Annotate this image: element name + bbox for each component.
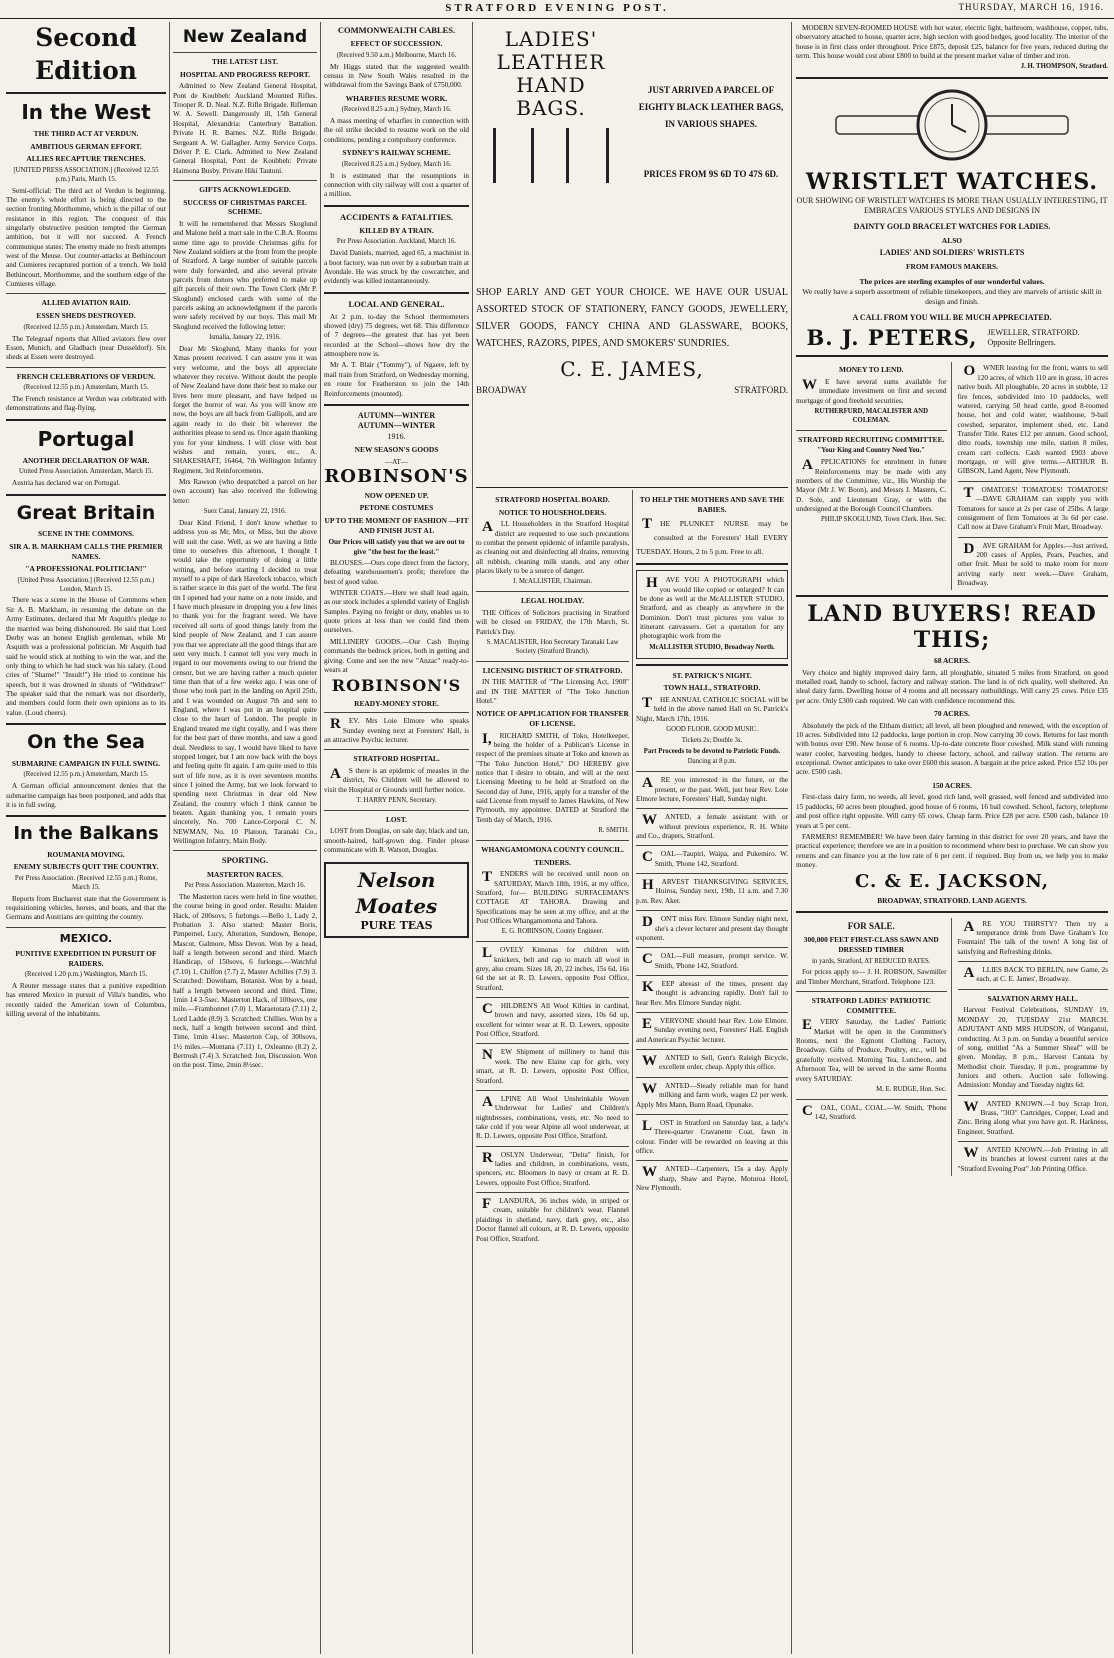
section-heading-accidents: ACCIDENTS & FATALITIES.: [339, 211, 454, 222]
headline: PUNITIVE EXPEDITION IN PURSUIT OF RAIDERS.: [15, 949, 157, 968]
headline: "A PROFESSIONAL POLITICIAN!": [25, 564, 147, 574]
headline: LOST.: [385, 814, 408, 824]
column-rule: [169, 22, 170, 1654]
masthead: [0, 0, 1114, 19]
article-body: The Masterton races were held in fine weather, the course being in good order. Results: Maiden Hack, of 200sovs, 5 furlongs.—Bello 1, Lady 2, Probation 3. Also started: Master Boris, Pimpernel, Lucy, Alteration, Sundown, Benope, Mascot, Galmore, Miss Devon. Won by a head, half a length between second and third. March Handicap, of 150sovs, 6 furlongs.—Watchful (7.10) 1, Chiffon (7.7) 2, Master Achilles (7.9) 3. Scratched: Downham, Botanist. Won by a head, half a length between second and third. Time, 1min 14 3-5sec. Masterton Hack, of 100sovs, one mile.—Frambonnet (7.0) 1, Maraetotara (7.11) 2, Lord Ladde (8.9) 3. Scratched: Chillies. Won by a neck, half a length between second and third. Time, 1min 41sec. Masterton Cup, of 300sovs, 1½ miles.—Montana (7.11) 1, Oxleanno (8.2) 2, Bertrosh (7.4) 3. Scratched: Jon, Discussion. Won on the post. Time, 2min 8½sec.: [173, 892, 317, 1070]
nelson-moates-logo: Nelson Moates PURE TEAS: [324, 862, 469, 938]
signature: McALLISTER STUDIO, Broadway North.: [649, 643, 775, 651]
headline: FOR SALE.: [847, 920, 895, 931]
ad-body: First-class dairy farm, no weeds, all level, good rich land, well grassed, well fenced and subdivided into 15 paddocks, 60 acres been ploughed, good house of 6 rooms, 16 bail cowshed. School, factory, telephone and post office right opposite. Will carry 65 cows. Cheap farm. Price £28 per acre. £500 cash, balance 10 years at 5 per cent.: [796, 793, 1108, 830]
classified: WANTED—Carpenters, 15s a day. Apply sharp, Shaw and Payne, Moturoa Hotel, New Plymouth.: [636, 1164, 788, 1193]
ad-line: The prices are sterling examples of our wonderful values.: [859, 277, 1045, 287]
headline: HOSPITAL AND PROGRESS REPORT.: [179, 69, 311, 79]
section-heading-britain: Great Britain: [16, 501, 156, 524]
headline: MASTERTON RACES.: [207, 869, 283, 879]
article-body: Reports from Bucharest state that the Government is requisitioning vehicles, horses, and boats, and that the Germans and Austrians are quitting the country.: [6, 894, 166, 922]
ad-line: in yards, Stratford, AT REDUCED RATES.: [812, 957, 931, 965]
headline: SUBMARINE CAMPAIGN IN FULL SWING.: [11, 758, 161, 768]
classified: HARVEST THANKSGIVING SERVICES, Huiroa, Sunday next, 19th, 11 a.m. and 7.30 p.m. Rev. Aker.: [636, 877, 788, 905]
headline: SIR A. B. MARKHAM CALLS THE PREMIER NAMES.: [9, 541, 163, 561]
article-body: It will be remembered that Messrs Skoglund and Malone held a mart sale in the C.B.A. Rooms some time ago to provide Christmas gifts for New Zealand soldiers at the front from the people of Stratford. A large number of suitable parcels were duly forwarded, and also several private parcels from donors who preferred to make up gift parcels of their own. The Town Clerk (Mr P. Skoglund) enclosed cards with some of the parcels asking an acknowledgment if the parcels were safely received by our boys. This mail Mr Skoglund received the following letter:: [173, 219, 317, 331]
headline: SCENE IN THE COMMONS.: [38, 529, 134, 539]
article-body: Mr A. T. Blair ("Tommy"), of Ngaere, left by mail train from Stratford, on Wednesday morning, en route for Featherston to join the 14th Reinforcements (mounted).: [324, 361, 469, 398]
ad-line: BROADWAY, STRATFORD. LAND AGENTS.: [877, 896, 1027, 906]
classified: LOST in Stratford on Saturday last, a lady's Three-quarter Cravanette Coat, fawn in colour. Finder will be rewarded on leaving at this office.: [636, 1117, 788, 1155]
ad-robinsons: ROBINSON'S: [324, 466, 469, 488]
ad-line: We really have a superb assortment of reliable timekeepers, and they are marvels of artistic skill in design and finish.: [802, 287, 1102, 307]
column-rule: [791, 22, 792, 1654]
classified: KEEP abreast of the times, present day thought is advancing rapidly. Don't fail to hear Rev. Mrs Elmore Sunday night.: [636, 978, 788, 1007]
signature: RUTHERFURD, MACALISTER AND COLEMAN.: [814, 408, 928, 425]
ad-body: FARMERS! REMEMBER! We have been dairy farming in this district for over 20 years, and have the practical experience; therefore we are in a position to recommend where best to purchase. We can show you returns and can finance you at the low rate of 6 per cent. if required. Buy from us, we help you to make money.: [796, 832, 1108, 869]
article-body: At 2 p.m. to-day the School thermometers showed (dry) 75 degrees, wet 68. This difference of 7 degrees—the greatest that has yet been recorded at the School—shows how dry the atmosphere now is.: [324, 312, 469, 359]
headline: SUCCESS OF CHRISTMAS PARCEL SCHEME.: [183, 197, 307, 217]
dateline: (Received 12.55 p.m.) Amsterdam, March 15.: [23, 384, 149, 392]
ad-body: MILLINERY GOODS.—Our Cash Buying commands the bedrock prices, both in getting and giving. Come and see the new "Anzac" ready-to-wears at: [324, 637, 469, 674]
headline: THE THIRD ACT AT VERDUN.: [33, 129, 139, 138]
classified: EVERYONE should hear Rev. Loie Elmore. Sunday evening next, Foresters' Hall. English and American Psychic lecturer.: [636, 1016, 788, 1044]
article-body: A mass meeting of wharfies in connection with the oil strike decided to resume work on the old conditions, pending a compulsory conference.: [324, 117, 469, 144]
headline: KILLED BY A TRAIN.: [359, 225, 434, 235]
notice-body: I,RICHARD SMITH, of Toko, Hotelkeeper, being the holder of a Publican's License in respect of the premises situate at Toko and known as "The Toko Junction Hotel," DO HEREBY give notice that I desire to obtain, and will at the next Licensing Meeting to be held at Stratford on the Second day of June, 1916, apply for a transfer of the said License from myself to James Hawkins, of New Plymouth, my appointee. DATED at Stratford the Tenth day of March, 1916.: [476, 730, 629, 824]
headline: ST. PATRICK'S NIGHT.: [672, 670, 752, 680]
classified: ARE YOU THIRSTY? Then try a temperance drink from Dave Graham's Ice Fountain! The talk of the town! A long list of satisfying and Refreshing drinks.: [957, 918, 1108, 956]
headline: ENEMY SUBJECTS QUIT THE COUNTRY.: [13, 862, 159, 872]
ad-line: LEATHER: [496, 50, 606, 74]
ad-line: HAND: [516, 73, 586, 97]
classified: ARE you interested in the future, or the present, or the past. Well, just hear Rev. Loie Elmore lecture, Foresters' Hall, Sunday night.: [636, 775, 788, 803]
headline: ROUMANIA MOVING.: [47, 849, 125, 859]
article-body: Austria has declared war on Portugal.: [12, 479, 121, 488]
classified: DON'T miss Rev. Elmore Sunday night next, she's a clever lecturer and present day thought exponent.: [636, 914, 788, 942]
section-heading-portugal: Portugal: [37, 426, 135, 451]
classified: WANTED KNOWN.—I buy Scrap Iron, Brass, "303" Cartridges, Copper, Lead and Zinc. Bring along what you have got. R. Harkness, Engineer, Stratford.: [957, 1098, 1108, 1136]
ad-line: LADIES': [504, 27, 598, 51]
classified: DAVE GRAHAM for Apples.—Just arrived, 200 cases of Apples, Pears, Peaches, and other fruit. Must be sold to make room for more arriving early next week.—Dave Graham, Broadway.: [957, 540, 1108, 588]
dateline: [UNITED PRESS ASSOCIATION.] (Received 12.55 p.m.) Paris, March 15.: [13, 166, 159, 183]
ad-line: A CALL FROM YOU WILL BE MUCH APPRECIATED.: [852, 312, 1052, 322]
classified: WANTED—Steady reliable man for hand milking and farm work, wages £2 per week. Apply Mrs Mann, Bunn Road, Opunake.: [636, 1080, 788, 1109]
headline: THE LATEST LIST.: [212, 57, 278, 67]
notice-body: THE Offices of Solicitors practising in Stratford will be closed on FRIDAY, the 17th March, St. Patrick's Day.: [476, 608, 629, 636]
signature: E. G. ROBINSON, County Engineer.: [501, 928, 604, 936]
section-heading-west: In the West: [21, 100, 151, 124]
classified: COAL—Full measure, prompt service. W. Smith, 'Phone 142, Stratford.: [642, 951, 788, 970]
dateline: Ismalia, January 22, 1916.: [209, 334, 281, 342]
column-new-zealand: [173, 22, 317, 1652]
classified: ALLIES BACK TO BERLIN, new Game, 2s each, at C. E. James', Broadway.: [963, 965, 1108, 984]
classified: LOST from Douglas, on sale day, black and tan, smooth-haired, half-grown dog. Finder please communicate with R. Watson, Douglas.: [324, 827, 469, 855]
classified: HAVE YOU A PHOTOGRAPH which you would like copied or enlarged? It can be done as well at the McALLISTER STUDIO, Stratford, and as cheaply as anywhere in the Dominion. Don't trust pictures you value to itinerant canvassers. Get a quotation for any photographic work from the: [640, 575, 784, 641]
ad-body: SHOP EARLY AND GET YOUR CHOICE. WE HAVE OUR USUAL ASSORTED STOCK OF STATIONERY, FANCY GOODS, JEWELLERY, SILVER GOODS, FANCY CHINA AND GLASSWARE, BOOKS, WATCHES, RAZORS, PIPES, AND SMOKERS' SUNDRIES.: [476, 287, 788, 349]
headline: ANOTHER DECLARATION OF WAR.: [22, 455, 150, 465]
ad-line: STRATFORD.: [734, 385, 788, 395]
notice-body: WE have several sums available for immediate investment on first and second mortgage of good freehold securities.: [796, 377, 947, 405]
classified: WANTED KNOWN.—Job Printing in all its branches at lowest current rates at the "Stratford Evening Post" Job Printing Office.: [957, 1145, 1108, 1173]
ad-line: ALSO: [941, 235, 963, 245]
notice-body: TENDERS will be received until noon on SATURDAY, March 18th, 1916, at my office, Stratford, for— BUILDING SURFACEMAN'S COTTAGE AT TAHORA. Drawing and Specifications may be seen at my office, and at the Post Offices Whangamomona and Tahora.: [476, 869, 629, 926]
notice-body: AS there is an epidemic of measles in the district, No Children will be allowed to visit the Hospital or Grounds until further notice.: [324, 765, 469, 794]
classified: NEW Shipment of millinery to hand this week. The new Elaine cap for girls, very smart, at R. D. Lewers, opposite Post Office, Stratford.: [476, 1047, 629, 1085]
classified: WANTED, a female assistant with or without previous experience, R. H. White and Co., drapers, Stratford.: [636, 812, 788, 840]
dateline: United Press Association. Amsterdam, March 15.: [18, 468, 154, 476]
newspaper-title: STRATFORD EVENING POST.: [445, 2, 669, 14]
article-body: A German official announcement denies that the submarine campaign has been postponed, and adds that it is in full swing.: [6, 782, 166, 809]
article-body: Semi-official: The third act of Verdun is beginning. The enemy's whole effort is being directed to the section fronting Morthomme, which is the pillar of our resistance in this region. The conquest of this singularly obstructive position tempted the German ambition, but it will not succeed. A French communique states: The enemy made no fresh attempts west of the Meuse. Our counter-attacks at Bethincourt and Cumieres recaptured portion of a trench. We hold Bethincourt, Morthomme, and the southern edge of the Cumieres village.: [6, 186, 166, 289]
classified: FLANDURA, 36 inches wide, in striped or cream, suitable for children's wear. Flannel plaidings in shetland, navy, dark grey, etc., also Doctor flannel all colours, at R. D. Lewers, opposite Post Office, Stratford.: [476, 1196, 629, 1243]
notice-body: Harvest Festival Celebrations, SUNDAY 19, MONDAY 20, TUESDAY 21st MARCH. ADJUTANT AND MRS HUDSON, of Wanganui, conducting. At 3 p.m. on Sunday a beautiful service of song, entitled "As a Summer Sheaf" will be given. Monday, 8 p.m., Harvest Cantata by Methodist choir. Tuesday, 8 p.m., programme by Juniors and others. Auction sale following. Admission: Monday and Tuesday nights 6d.: [957, 1006, 1108, 1090]
ad-line: Tickets 2s; Double 3s.: [681, 736, 743, 744]
notice-body: ALL Householders in the Stratford Hospital district are requested to use such precautions to combat the present epidemic of infantile paralysis, as cleaning out and disinfecting all drains, removing all rubbish, cleaning milk stands, and any other places likely to be a source of danger.: [476, 519, 629, 576]
headline: STRATFORD RECRUITING COMMITTEE.: [798, 434, 945, 444]
headline: MONEY TO LEND.: [838, 365, 904, 375]
headline: 68 ACRES.: [934, 655, 970, 665]
wristwatch-illustration: [796, 84, 1108, 166]
dateline: (Received 1.20 p.m.) Washington, March 15.: [24, 971, 148, 979]
ad-line: READY-MONEY STORE.: [354, 698, 439, 708]
notice-body: APPLICATIONS for enrolment in future Reinforcements may be made with any members of the Committee, viz., His Worship the Mayor (Mr J. W. Boon), and Messrs J. Masters, C. D. Sole, and Lieutenant Gray, or with the undersigned at the Borough Council Chambers.: [796, 457, 947, 514]
ad-leather-bags: [476, 22, 788, 487]
dateline: (Received 12.55 p.m.) Amsterdam, March 15.: [23, 771, 149, 779]
ad-wristlet-watches: WRISTLET WATCHES.: [805, 169, 1099, 196]
headline: ALLIED AVIATION RAID.: [41, 298, 131, 308]
ad-land-buyers: LAND BUYERS! READ THIS;: [807, 601, 1097, 653]
headline: ESSEN SHEDS DESTROYED.: [36, 311, 136, 321]
dateline: (Received 9.50 a.m.) Melbourne, March 16.: [336, 51, 457, 59]
classified: TOMATOES! TOMATOES! TOMATOES!—DAVE GRAHAM can supply you with Tomatoes for sauce at 2s per case of 25lbs. A large consignment of firm Tomatoes at 3s 6d per case. Call now at Dave Graham's Fruit Mart, Broadway.: [957, 484, 1108, 532]
headline: NOTICE TO HOUSEHOLDERS.: [498, 507, 607, 517]
dateline: Per Press Association. (Received 12.55 p.m.) Rome, March 15.: [14, 875, 158, 891]
headline: TENDERS.: [534, 857, 571, 867]
ad-line: NOW OPENED UP.: [364, 490, 429, 500]
classified: COAL—Taupiri, Waipa, and Pukemiro. W. Smith, 'Phone 142, Stratford.: [642, 849, 788, 868]
signature: J. H. THOMPSON, Stratford.: [1020, 63, 1108, 71]
ad-line: JEWELLER, STRATFORD. Opposite Bellringers.: [987, 328, 1080, 348]
column-notices: [476, 492, 629, 1652]
ad-line: Dancing at 8 p.m.: [687, 758, 737, 766]
ad-line: "Your King and Country Need You.": [817, 447, 926, 455]
ad-line: Part Proceeds to be devoted to Patriotic Funds.: [643, 747, 781, 755]
dateline: [United Press Association.] (Received 12.55 p.m.) London, March 15.: [17, 576, 155, 593]
column-ads-right: [796, 22, 1108, 1652]
article-body: Dear Kind Friend, I don't know whether to address you as Mr, Mrs, or Miss, but the above will suit the case. Well, as we are having a little time to ourselves this afternoon, I thought I would take the opportunity of doing a little writing, and before starting I decided to treat myself to a pipe of dark Havelock tobacco, which is rather scarce in this part of the world. The first tin I opened had your name on a note inside, and I have much pleasure in dropping you a few lines to thank you for the fragrant weed. We have received all sorts of good things lately from the kind people of New Zealand, and I can assure you that we appreciate all the good things that are sent very much. I cannot tell you very much in regard to our movements owing to our friend the censor, but we are having rather a much quieter time than that of a few weeks ago. I was one of those who took part in the landing on April 25th, and I was wounded on August 7th and sent to England, where I was put in an hospital quite close to the heart of London. The people in England treated me right royally, and I was there for the best part of three months, and saw a good deal. Needless to say, I would have liked to have stopped longer, but I am now back with the boys and feeling quite fit again. I am quite used to this sort of life now, as it is over seventeen months since I joined the Army, but we look forward to spending next Christmas in dear old New Zealand, the country which I think cannot be beaten. Again thanking you, I remain yours sincerely, No. 700 Lance-Corporal C. N. NEWMAN, No. 10 Platoon, Taranaki Co., Wellington Infantry, Main Body.: [173, 518, 317, 846]
headline: WHANGAMOMONA COUNTY COUNCIL.: [481, 844, 624, 854]
ad-line: GOOD FLOOR. GOOD MUSIC.: [666, 725, 758, 733]
article-body: Dear Mr Skoglund, Many thanks for your Xmas present received. I can assure you it was very welcome, and the boys all appreciate whatever they receive. Without doubt the people of New Zealand have done their best to make our lives here more pleasant, and have helped us forget the horror of war. As you will know ere now, the boys are all back from Gallipoli, and are again ready to do their bit wherever the authorities please to send us. Once again thanking you for your kindness. I will close with best wishes and remain, yours, etc., A. SHAKESHAFT, 16464, 7th Wellington Infantry Regiment, 3rd Reinforcements.: [173, 344, 317, 475]
ad-line: DAINTY GOLD BRACELET WATCHES FOR LADIES.: [853, 222, 1051, 232]
article-body: Admitted to New Zealand General Hospital, Pont de Koubbeh: Auckland Mounted Rifles. Trooper R. D. Neal. N.Z. Rifle Brigade. Rifleman W. A. Sewell. Dangerously ill, 15th General Hospital, Alexandria: Canterbury Battalion. Private H. R. Barnes. N.Z. Rifle Brigade. Sergeant A. W. Gallagher. Army Service Corps. Driver P. E. Clark. Admitted to New Zealand General Hospital, Pont de Koubbeh: Private Haimona Busby. Private Hiki Tautuni.: [173, 82, 317, 175]
article-body: The Telegraaf reports that Allied aviators flew over Essen, Munich, and Gladbach (near Dusseldorf). Six sheds at Essen were destroyed.: [6, 334, 166, 362]
headline: TOWN HALL, STRATFORD.: [663, 683, 761, 693]
classified: LOVELY Kimonas for children with knickers, belt and cap to match all wool in grey, also cream. Sizes 18, 20, 22 inches, 15s 6d, 16s 6d the set at R. D. Lewers, opposite Post Office, Stratford.: [476, 945, 629, 992]
signature: J. McALLISTER, Chairman.: [512, 578, 593, 586]
section-heading-sea: On the Sea: [27, 731, 145, 754]
dateline: (Received 8.25 a.m.) Sydney, March 16.: [341, 160, 452, 168]
headline: FRENCH CELEBRATIONS OF VERDUN.: [16, 371, 156, 381]
headline: TO HELP THE MOTHERS AND SAVE THE BABIES.: [639, 495, 785, 514]
section-heading-balkans: In the Balkans: [13, 823, 159, 845]
ad-body: WINTER COATS.—Here we shall lead again, as our stock includes a splendid variety of English Samples. Paying no freight or duty, enables us to quote prices at less than we could find them ourselves.: [324, 589, 469, 635]
signature: M. E. RUDGE, Hon. Sec.: [876, 1085, 947, 1093]
headline: EFFECT OF SUCCESSION.: [350, 39, 443, 49]
ad-line: FROM FAMOUS MAKERS.: [905, 261, 999, 271]
classified: REV. Mrs Loie Elmore who speaks Sunday evening next at Foresters' Hall, is an attractive Psychic lecturer.: [324, 716, 469, 744]
column-classifieds: [636, 492, 788, 1652]
classified: CHILDREN'S All Wool Kilties in cardinal, brown and navy, assorted sizes, 10s 6d up, excellent for winter wear at R. D. Lewers, opposite Post Office, Stratford.: [476, 1001, 629, 1039]
ad-line: PRICES FROM 9S 6D TO 47S 6D.: [643, 169, 779, 180]
dateline: (Received 12.55 p.m.) Amsterdam, March 15.: [23, 323, 149, 331]
ad-line: PETONE COSTUMES: [359, 503, 434, 513]
signature: S. MACALISTER, Hon Secretary Taranaki Law Society (Stratford Branch).: [486, 638, 619, 655]
headline: LEGAL HOLIDAY.: [520, 596, 585, 606]
ad-line: NEW SEASON'S GOODS: [354, 445, 439, 455]
article-body: David Daniels, married, aged 65, a machinist in a boot factory, was run over by a suburban train at Avondale. He was struck by the cowcatcher, and evidently was killed instantaneously.: [324, 249, 469, 286]
headline: WHARFIES RESUME WORK.: [345, 93, 448, 103]
classified: WANTED to Sell, Gent's Raleigh Bicycle, excellent order, cheap. Apply this office.: [642, 1053, 788, 1072]
ad-body: For prices apply to— J. H. ROBSON, Sawmiller and Timber Merchant, Stratford. Telephone 123.: [796, 968, 947, 986]
headline: GIFTS ACKNOWLEDGED.: [199, 184, 291, 194]
column-rule: [472, 22, 473, 1654]
headline: SYDNEY'S RAILWAY SCHEME.: [342, 148, 451, 158]
dateline: Per Press Association. Auckland, March 16.: [336, 238, 457, 246]
ad-line: Our Prices will satisfy you that we are out to give "the best for the least.": [328, 538, 465, 556]
edition-heading: Second Edition: [35, 23, 137, 85]
article-body: Mrs Rawson (who despatched a parcel on her own account) has also received the following letter:: [173, 477, 317, 505]
section-heading-new-zealand: New Zealand: [182, 27, 308, 47]
classified: COAL, COAL, COAL.—W. Smith, 'Phone 142, Stratford.: [802, 1102, 947, 1122]
headline: NOTICE OF APPLICATION FOR TRANSFER OF LICENSE.: [476, 709, 629, 728]
headline: 70 ACRES.: [934, 709, 970, 719]
column-rule: [632, 490, 633, 1654]
dateline: Suez Canal, January 22, 1916.: [203, 508, 287, 516]
headline: STRATFORD LADIES' PATRIOTIC COMMITTEE.: [811, 996, 931, 1015]
column-rule: [320, 22, 321, 1654]
ad-james: C. E. JAMES,: [560, 357, 704, 381]
column-cables: [324, 22, 469, 1652]
section-heading-mexico: MEXICO.: [59, 931, 113, 945]
signature: T. HARRY PENN, Secretary.: [356, 797, 437, 805]
ad-line: LADIES' AND SOLDIERS' WRISTLETS: [879, 248, 1025, 258]
issue-date: THURSDAY, MARCH 16, 1916.: [958, 2, 1104, 12]
ad-line: JUST ARRIVED A PARCEL OF EIGHTY BLACK LEATHER BAGS, IN VARIOUS SHAPES.: [638, 85, 784, 130]
ad-line: 300,000 FEET FIRST-CLASS SAWN AND DRESSED TIMBER: [803, 935, 939, 954]
ad-line: BAGS.: [516, 96, 586, 120]
ad-line: BROADWAY: [476, 385, 528, 395]
ad-line: 1916.: [387, 431, 406, 441]
article-body: A Reuter message states that a punitive expedition has entered Mexico in pursuit of Villa's bandits, who recently raided the American town of Columbus, killing several of the inhabitants.: [6, 982, 166, 1019]
headline: 150 ACRES.: [932, 780, 972, 790]
notice-body: THE ANNUAL CATHOLIC SOCIAL will be held in the above named Hall on St. Patrick's Night, March 17th, 1916.: [636, 694, 788, 723]
bag-illustration: [493, 128, 609, 183]
section-heading-local: LOCAL AND GENERAL.: [348, 298, 445, 309]
classified: MODERN SEVEN-ROOMED HOUSE with hot water, electric light, bathroom, washhouse, copper, tubs, observatory attached to house, quarter acre, high section with good hedges, good locality. The interior of the house is in first class order throughout. Price £875, deposit £25, balance for five years, reduced during the term. This house would cost about £800 to build at the present market value of timber and iron.: [796, 24, 1108, 61]
ad-body: Absolutely the pick of the Eltham district; all level, all been ploughed and renewed, with the exception of 10 acres. Subdivided into 12 paddocks, large portion in crop. Now carrying 30 cows. Returns for last month with bonus over £90. New house of 6 rooms. Up-to-date concrete floor cowshed. Milk stand with running water cooler, harvesting hedges, handy to cheese factory, school, and railway station. The returns are exceptional. Owner anticipates to take over £600 this season. A bargain at the price asked. Price £52 10s per acre. £500 cash.: [796, 721, 1108, 777]
ad-line: OUR SHOWING OF WRISTLET WATCHES IS MORE THAN USUALLY INTERESTING, IT EMBRACES VARIOUS STYLES AND DESIGNS IN: [796, 195, 1108, 215]
watch-icon: [796, 84, 1108, 166]
dateline: (Received 8.25 a.m.) Sydney, March 16.: [341, 106, 452, 114]
headline: AMBITIOUS GERMAN EFFORT.: [30, 141, 142, 151]
ad-jackson: C. & E. JACKSON,: [854, 871, 1049, 893]
ad-line: —AT—: [384, 457, 409, 466]
ad-body: Very choice and highly improved dairy farm, all ploughable, situated 5 miles from Stratford, on good metalled road, handy to school, factory and railway station. The land is of rich quality, well sheltered. An ideal dairy farm. Dwelling house of 4 rooms and all necessary outbuildings. Will carry 25 cows. Price £35 per acre. Only £300 cash required. We can with confidence recommend this.: [796, 668, 1108, 705]
headline: STRATFORD HOSPITAL BOARD.: [495, 495, 610, 504]
article-body: The French resistance at Verdun was celebrated with demonstrations and flag-flying.: [6, 395, 166, 413]
classified: OWNER leaving for the front, wants to sell 120 acres, of which 110 are in grass, 10 acres native bush. All ploughable, 20 acres in stubble, 12 fire fences, subdivided into 10 paddocks, well watered, carrying 50 head cattle, good 8-roomed house, hot and cold water, washhouse, 9-bail cowshed, separator, implement shed, etc. Land Transfer Title. Rates £12 per annum. Good school, ditto roads, township one mile, station 8 miles, cream cart collects. Cash wanted £903 above mortgage, or will give terms.—ARTHUR B. GIBSON, Land Agent, New Plymouth.: [957, 363, 1108, 476]
ad-line: UP TO THE MOMENT OF FASHION —FIT AND FINISH JUST A1.: [324, 515, 469, 535]
notice-body: IN THE MATTER of "The Licensing Act, 1908" and IN THE MATTER of "The Toko Junction Hotel.": [476, 678, 629, 705]
column-war-news: [6, 22, 166, 1652]
dateline: Per Press Association. Masterton, March 16.: [184, 882, 306, 890]
headline: SALVATION ARMY HALL.: [987, 993, 1079, 1003]
headline: STRATFORD HOSPITAL.: [353, 754, 440, 764]
ad-line: AUTUMN—WINTER: [357, 410, 436, 420]
signature: PHILIP SKOGLUND, Town Clerk. Hon. Sec.: [821, 516, 947, 524]
article-body: There was a scene in the House of Commons when Sir A. B. Markham, in resuming the debate on the Army Estimates, declared that Mr Asquith's pledge to the married was being dishonoured. He said that Lord Derby was an honest English gentleman, while Mr Asquith was a professional politician. Mr Asquith had said he would stick at nothing to win the war, and the only thing to which he had stuck was his salary. (Loud cries of "Shame!" "Insult!") He tried to continue his speech, but it was drowned in shouts of "Withdraw!" The speaker said that the remark was not disorderly, and members could form their own opinions as to its value. (Loud cheers).: [6, 596, 166, 717]
section-heading-cables: COMMONWEALTH CABLES.: [337, 25, 456, 35]
classified: THE PLUNKET NURSE may be consulted at the Foresters' Hall EVERY TUESDAY. Hours, 2 to 5 p.m. Free to all.: [636, 516, 788, 556]
ad-robinsons: ROBINSON'S: [331, 676, 462, 696]
classified: ALPINE All Wool Unshrinkable Woven Underwear for Ladies' and Children's nightdresses, combinations, vests, etc. No need to take cold if you wear Alpine all wool underwear, at R. D. Lewers, opposite Post Office, Stratford.: [476, 1093, 629, 1141]
ad-body: BLOUSES.—Ours cope direct from the factory, defeating warehousemen's profit; therefore the best of good value.: [324, 558, 469, 586]
headline: ALLIES RECAPTURE TRENCHES.: [26, 154, 146, 164]
signature: R. SMITH.: [598, 827, 629, 835]
ad-peters: B. J. PETERS,: [806, 325, 978, 351]
article-body: It is estimated that the resumptions in connection with city railway will cost a quarter of a million.: [324, 171, 469, 199]
notice-body: EVERY Saturday, the Ladies' Patriotic Market will be open in the Committee's Rooms, next the Egmont Clothing Factory, Broadway. Gifts of Produce, Poultry, etc., will be gratefully received. Morning Tea, Luncheon, and Afternoon Tea, will be served in the same Rooms every SATURDAY.: [796, 1017, 947, 1083]
ad-line: AUTUMN—WINTER: [357, 421, 436, 431]
section-heading-sporting: SPORTING.: [221, 855, 269, 866]
headline: LICENSING DISTRICT OF STRATFORD.: [482, 665, 623, 675]
classified: ROSLYN Underwear, "Delta" finish, for ladies and children, in combinations, vests, spencers, etc. Bloomers in navy or cream at R. D. Lewers, opposite Post Office, Stratford.: [476, 1149, 629, 1187]
article-body: Mr Higgs stated that the suggested wealth census in New South Wales resulted in the withdrawal from the Savings Bank of £750,000.: [324, 62, 469, 90]
